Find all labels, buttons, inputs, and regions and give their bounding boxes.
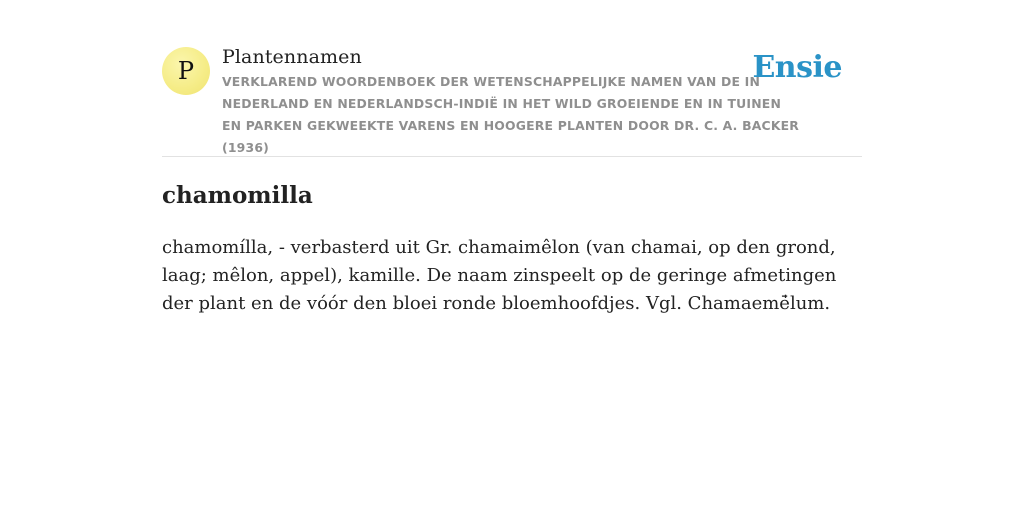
entry-definition: chamomílla, - verbasterd uit Gr. chamaimêlon (van chamai, op den grond, laag; mêlon, appel), kamille. De naam zinspeelt op de geringe afmetingen der plant en de vóór den bloei ronde bloemhoofdjes. Vgl. Chamaemē̍lum. [162, 237, 837, 314]
source-description: VERKLAREND WOORDENBOEK DER WETENSCHAPPELIJKE NAMEN VAN DE IN NEDERLAND EN NEDERLANDSCH-INDIË IN HET WILD GROEIENDE EN IN TUINEN EN PARKEN GEKWEEKTE VARENS EN HOOGERE PLANTEN DOOR DR. C. A. BACKER (1936) [222, 74, 800, 155]
source-header [162, 44, 862, 157]
avatar-letter: P [177, 57, 195, 85]
entry-term: chamomilla [162, 182, 313, 209]
source-title[interactable]: Plantennamen [222, 46, 362, 68]
source-avatar[interactable] [162, 47, 210, 95]
ensie-logo-link[interactable]: Ensie [752, 50, 842, 85]
